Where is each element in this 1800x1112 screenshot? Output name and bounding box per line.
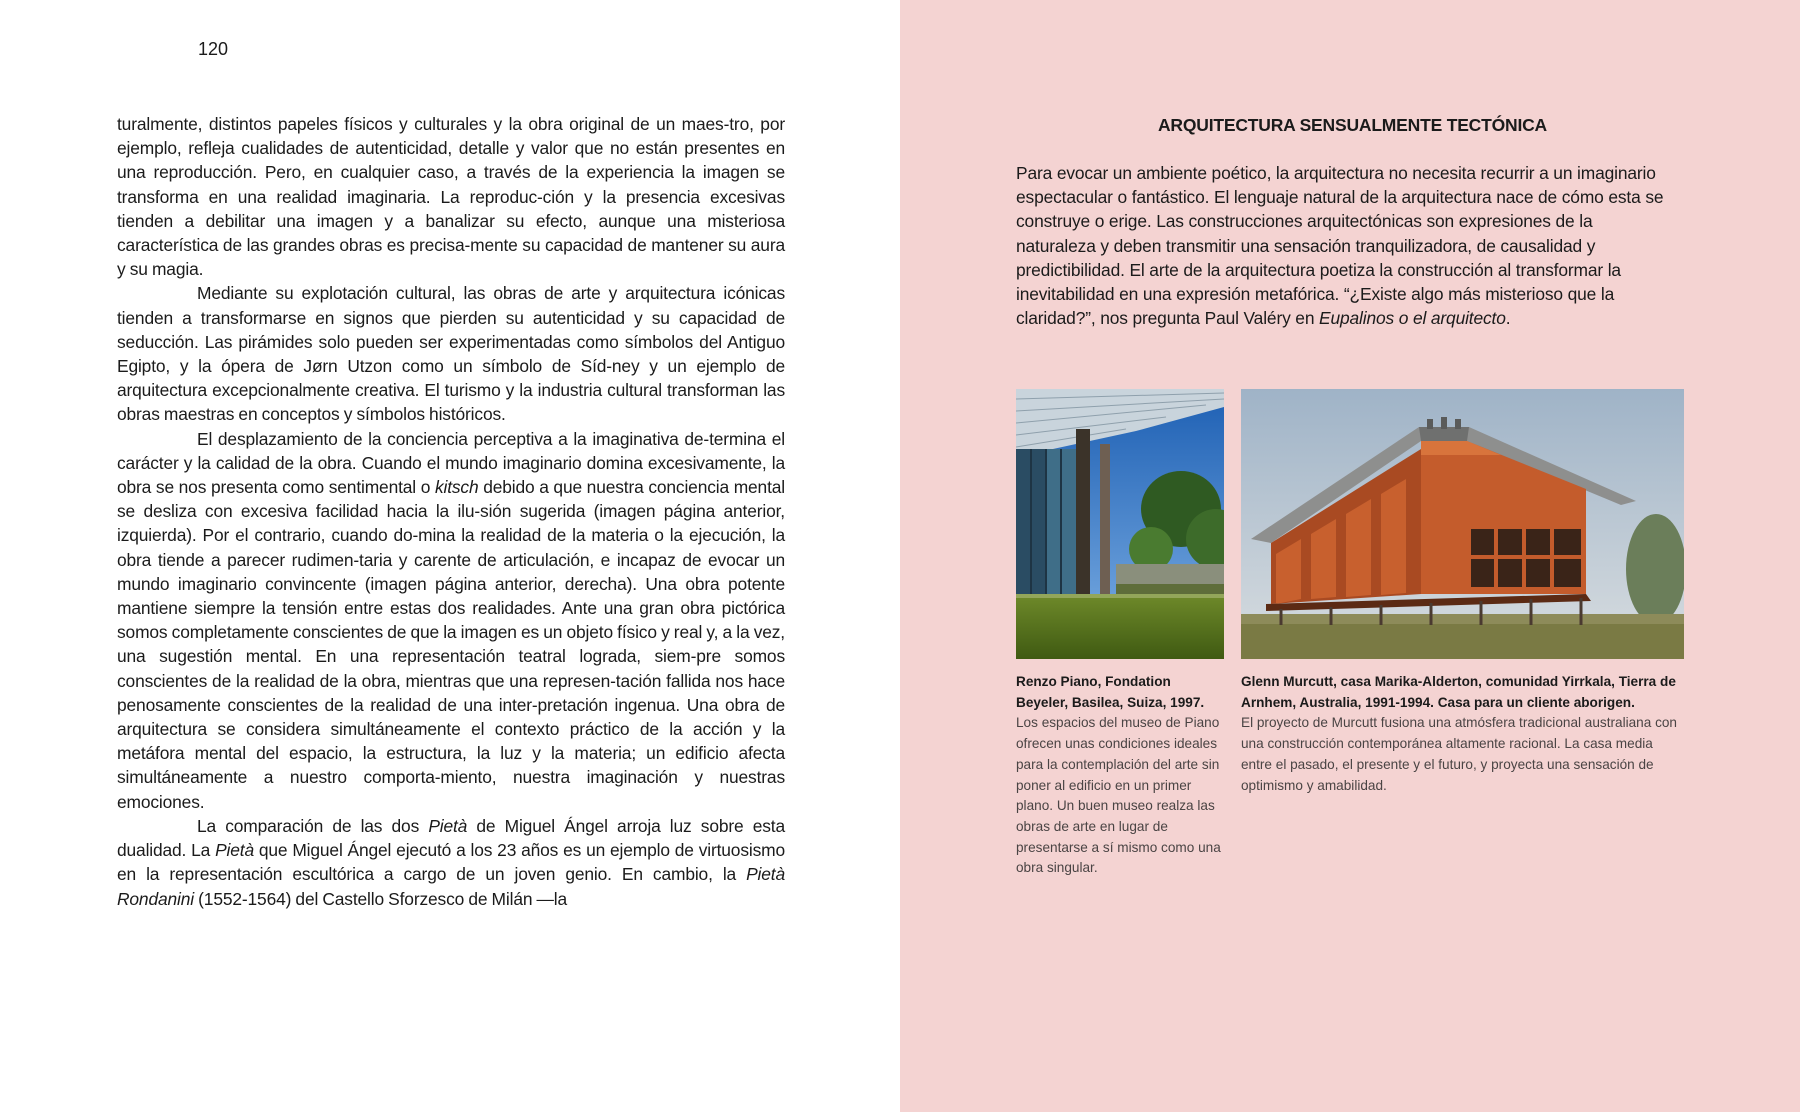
paragraph-4 <box>117 814 785 911</box>
paragraph-3-text-b: debido a que nuestra conciencia mental se desliza con excesiva facilidad hacia la ilu-sión sugerida (imagen página anterior, izquierda). Por el contrario, cuando do-mina la realidad de la materia o la ejecución, la obra tiende a parecer rudimen-taria y carente de articulación, e incapaz de evocar un mundo imaginario convincente (imagen página anterior, derecha). Una obra potente mantiene siempre la tensión entre estas dos realidades. Ante una gran obra pictórica somos completamente conscientes de que la imagen es un objeto físico y real y, a la vez, una sugestión mental. En una representación teatral lograda, siem-pre somos conscientes de la realidad de la obra, mientras que una represen-tación fallida nos hace penosamente conscientes de la realidad de una inter-pretación ingenua. Una obra de arquitectura se considera simultáneamente el contexto práctico de la acción y la metáfora mental del espacio, la estructura, la luz y la materia; un edificio afecta simultáneamente a nuestro comporta-miento, nuestra imaginación y nuestras emociones. <box>117 477 785 812</box>
paragraph-3-text-a: El desplazamiento de la conciencia perceptiva a la imaginativa de-termina el carácter y la calidad de la obra. Cuando el mundo imaginario domina excesivamente, la obra se nos presenta como sentimental o <box>117 428 785 498</box>
paragraph-2 <box>117 281 785 426</box>
intro-end: . <box>1505 308 1511 329</box>
photo-marika-alderton-house-image <box>1241 389 1684 659</box>
caption-fondation-beyeler-body: Los espacios del museo de Piano ofrecen unas condiciones ideales para la contemplación del arte sin poner al edificio en un primer plano. Un buen museo realza las obras de arte en lugar de presentarse a sí mismo como una obra singular. <box>1016 715 1221 876</box>
paragraph-4-text-b: de Miguel Ángel arroja luz sobre esta dualidad. La <box>117 815 785 861</box>
paragraph-3 <box>117 427 785 814</box>
paragraph-2-text: Mediante su explotación cultural, las obras de arte y arquitectura icónicas tienden a transformarse en signos que pierden su autenticidad y su capacidad de seducción. Las pirámides solo pueden ser experimentadas como símbolos del Antiguo Egipto, y la ópera de Jørn Utzon como un símbolo de Síd-ney y un ejemplo de arquitectura excepcionalmente creativa. El turismo y la industria cultural transforman las obras maestras en conceptos y símbolos históricos. <box>117 283 785 425</box>
caption-marika-alderton-house <box>1241 672 1686 796</box>
paragraph-1-text: turalmente, distintos papeles físicos y culturales y la obra original de un maes-tro, por ejemplo, refleja cualidades de autenticidad, detalle y valor que no están presentes en una reproducción. Pero, en cualquier caso, a través de la experiencia la imagen se transforma en una realidad imaginaria. La reproduc-ción y la presencia excesivas tienden a debilitar una imagen y a banalizar su efecto, aunque una misteriosa característica de las grandes obras es precisa-mente su capacidad de mantener su aura y su magia. <box>117 114 785 280</box>
book-title-italic: Eupalinos o el arquitecto <box>1319 308 1506 329</box>
caption-marika-alderton-house-title: Glenn Murcutt, casa Marika-Alderton, comunidad Yirrkala, Tierra de Arnhem, Australia, 1991-1994. Casa para un cliente aborigen. <box>1241 674 1676 710</box>
caption-marika-alderton-house-body: El proyecto de Murcutt fusiona una atmósfera tradicional australiana con una construcción contemporánea altamente racional. La casa media entre el pasado, el presente y el futuro, y proyecta una sensación de optimismo y amabilidad. <box>1241 715 1677 793</box>
caption-fondation-beyeler-title: Renzo Piano, Fondation Beyeler, Basilea, Suiza, 1997. <box>1016 674 1205 710</box>
section-heading: ARQUITECTURA SENSUALMENTE TECTÓNICA <box>1157 115 1547 135</box>
paragraph-4-text-a: La comparación de las dos <box>197 815 429 836</box>
photo-marika-alderton-house <box>1241 389 1684 659</box>
kitsch-italic: kitsch <box>434 477 479 498</box>
pieta-rondanini-italic: Pietà Rondanini <box>117 864 785 909</box>
paragraph-4-text-d: (1552-1564) del Castello Sforzesco de Milán —la <box>193 888 568 909</box>
pieta-italic-1: Pietà <box>428 815 468 836</box>
paragraph-4-text-c: que Miguel Ángel ejecutó a los 23 años es un ejemplo de virtuosismo en la representación escultórica a cargo de un joven genio. En cambio, la <box>117 840 785 885</box>
photo-fondation-beyeler <box>1016 389 1224 659</box>
photo-fondation-beyeler-image <box>1016 389 1224 659</box>
pieta-italic-2: Pietà <box>215 840 254 861</box>
intro-paragraph <box>1016 161 1676 330</box>
intro-text: Para evocar un ambiente poético, la arquitectura no necesita recurrir a un imaginario espectacular o fantástico. El lenguaje natural de la arquitectura nace de cómo esta se construye o erige. Las construcciones arquitectónicas son expresiones de la naturaleza y deben transmitir una sensación tranquilizadora, de causalidad y predictibilidad. El arte de la arquitectura poetiza la construcción al transformar la inevitabilidad en una expresión metafórica. “¿Existe algo más misterioso que la claridad?”, nos pregunta Paul Valéry en <box>1016 163 1664 329</box>
caption-fondation-beyeler <box>1016 672 1221 879</box>
paragraph-1 <box>117 112 785 281</box>
body-text <box>117 112 785 911</box>
page-number: 120 <box>198 39 229 59</box>
